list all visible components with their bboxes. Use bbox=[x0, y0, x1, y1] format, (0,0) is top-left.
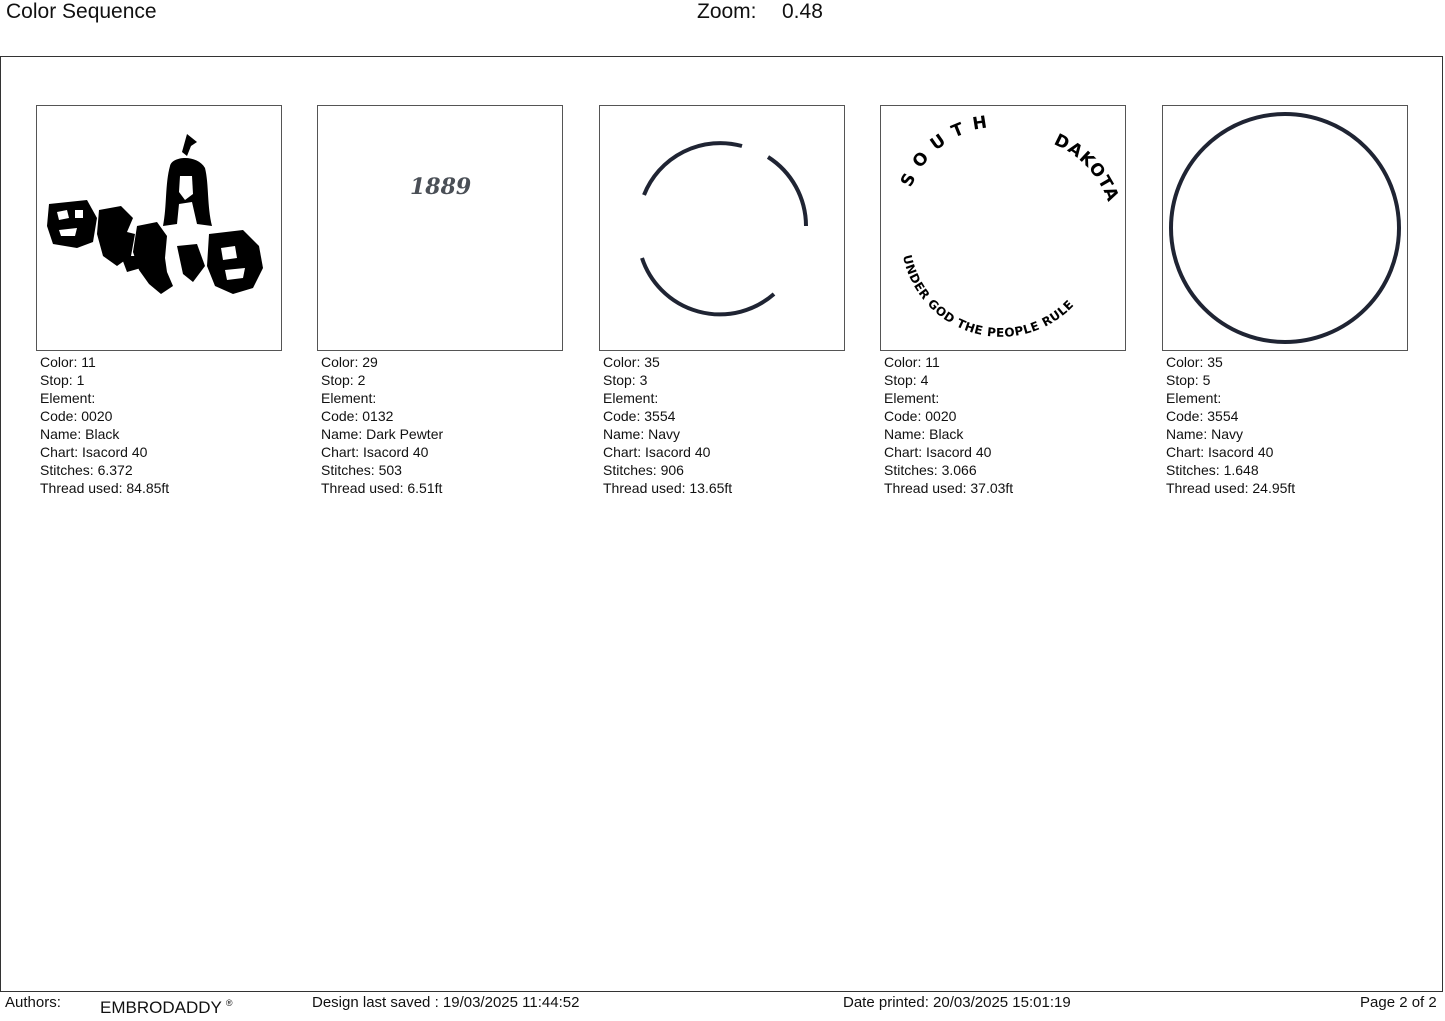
thread-used: Thread used: 37.03ft bbox=[884, 480, 1014, 496]
color-number: Color: 29 bbox=[321, 354, 378, 370]
element-label: Element: bbox=[40, 390, 96, 406]
thread-used: Thread used: 24.95ft bbox=[1166, 480, 1296, 496]
design-last-saved: Design last saved : 19/03/2025 11:44:52 bbox=[312, 994, 580, 1011]
thread-chart: Chart: Isacord 40 bbox=[603, 444, 711, 460]
thread-chart: Chart: Isacord 40 bbox=[40, 444, 148, 460]
zoom-value: 0.48 bbox=[782, 0, 823, 23]
thread-name: Name: Navy bbox=[1166, 426, 1244, 442]
thread-code: Code: 0020 bbox=[884, 408, 957, 424]
thumbnail-3 bbox=[599, 105, 845, 351]
svg-text:DAKOTA bbox=[1051, 130, 1123, 205]
mount-rushmore-icon bbox=[37, 106, 281, 350]
stop-number: Stop: 3 bbox=[603, 372, 648, 388]
color-card-2 bbox=[317, 105, 563, 497]
svg-text:SOUTH bbox=[897, 111, 997, 190]
thumbnail-4 bbox=[880, 105, 1126, 351]
thread-name: Name: Dark Pewter bbox=[321, 426, 444, 442]
thread-used: Thread used: 6.51ft bbox=[321, 480, 443, 496]
stop-number: Stop: 2 bbox=[321, 372, 366, 388]
thread-chart: Chart: Isacord 40 bbox=[1166, 444, 1274, 460]
thread-chart: Chart: Isacord 40 bbox=[884, 444, 992, 460]
thumbnail-1 bbox=[36, 105, 282, 351]
stitch-count: Stitches: 1.648 bbox=[1166, 462, 1259, 478]
thumbnail-5 bbox=[1162, 105, 1408, 351]
zoom-label: Zoom: bbox=[697, 0, 757, 23]
element-label: Element: bbox=[603, 390, 659, 406]
stitch-count: Stitches: 6.372 bbox=[40, 462, 133, 478]
thread-code: Code: 3554 bbox=[1166, 408, 1239, 424]
stop-number: Stop: 1 bbox=[40, 372, 85, 388]
element-label: Element: bbox=[884, 390, 940, 406]
color-card-5 bbox=[1162, 105, 1408, 497]
date-printed: Date printed: 20/03/2025 15:01:19 bbox=[843, 994, 1071, 1011]
stitch-count: Stitches: 906 bbox=[603, 462, 684, 478]
registered-mark: ® bbox=[225, 998, 233, 1009]
color-number: Color: 35 bbox=[603, 354, 660, 370]
thread-used: Thread used: 84.85ft bbox=[40, 480, 170, 496]
stitch-count: Stitches: 503 bbox=[321, 462, 402, 478]
page-number: Page 2 of 2 bbox=[1360, 994, 1437, 1011]
thread-name: Name: Black bbox=[884, 426, 964, 442]
arc-text-south: SOUTH bbox=[897, 111, 998, 191]
color-number: Color: 11 bbox=[40, 354, 96, 370]
authors-label: Authors: bbox=[5, 994, 61, 1011]
author-text: EMBRODADDY bbox=[100, 998, 222, 1017]
arched-text-thumbnail bbox=[881, 106, 1125, 350]
color-number: Color: 11 bbox=[884, 354, 940, 370]
stop-number: Stop: 5 bbox=[1166, 372, 1211, 388]
thread-name: Name: Black bbox=[40, 426, 120, 442]
color-card-3 bbox=[599, 105, 845, 497]
element-label: Element: bbox=[321, 390, 377, 406]
color-card-4 bbox=[880, 105, 1126, 497]
stop-number: Stop: 4 bbox=[884, 372, 929, 388]
thread-chart: Chart: Isacord 40 bbox=[321, 444, 429, 460]
report-header bbox=[0, 0, 1445, 56]
year-text-thumbnail bbox=[318, 106, 562, 350]
color-number: Color: 35 bbox=[1166, 354, 1223, 370]
color-card-1 bbox=[36, 105, 282, 497]
author-name bbox=[100, 998, 233, 1018]
thread-code: Code: 3554 bbox=[603, 408, 676, 424]
thumbnail-2 bbox=[317, 105, 563, 351]
ring-icon bbox=[1163, 106, 1407, 350]
thread-used: Thread used: 13.65ft bbox=[603, 480, 733, 496]
thread-name: Name: Navy bbox=[603, 426, 681, 442]
page-title: Color Sequence bbox=[6, 0, 157, 23]
broken-ring-icon bbox=[600, 106, 844, 350]
stitch-count: Stitches: 3.066 bbox=[884, 462, 977, 478]
arc-text-motto: UNDER GOD THE PEOPLE RULE bbox=[899, 253, 1077, 340]
year-text: 1889 bbox=[410, 174, 472, 200]
element-label: Element: bbox=[1166, 390, 1222, 406]
thread-code: Code: 0132 bbox=[321, 408, 394, 424]
svg-text:UNDER GOD THE PEOPLE RULE bbox=[900, 253, 1077, 340]
report-footer bbox=[0, 993, 1445, 1021]
arc-text-dakota: DAKOTA bbox=[1050, 130, 1123, 205]
thread-code: Code: 0020 bbox=[40, 408, 113, 424]
